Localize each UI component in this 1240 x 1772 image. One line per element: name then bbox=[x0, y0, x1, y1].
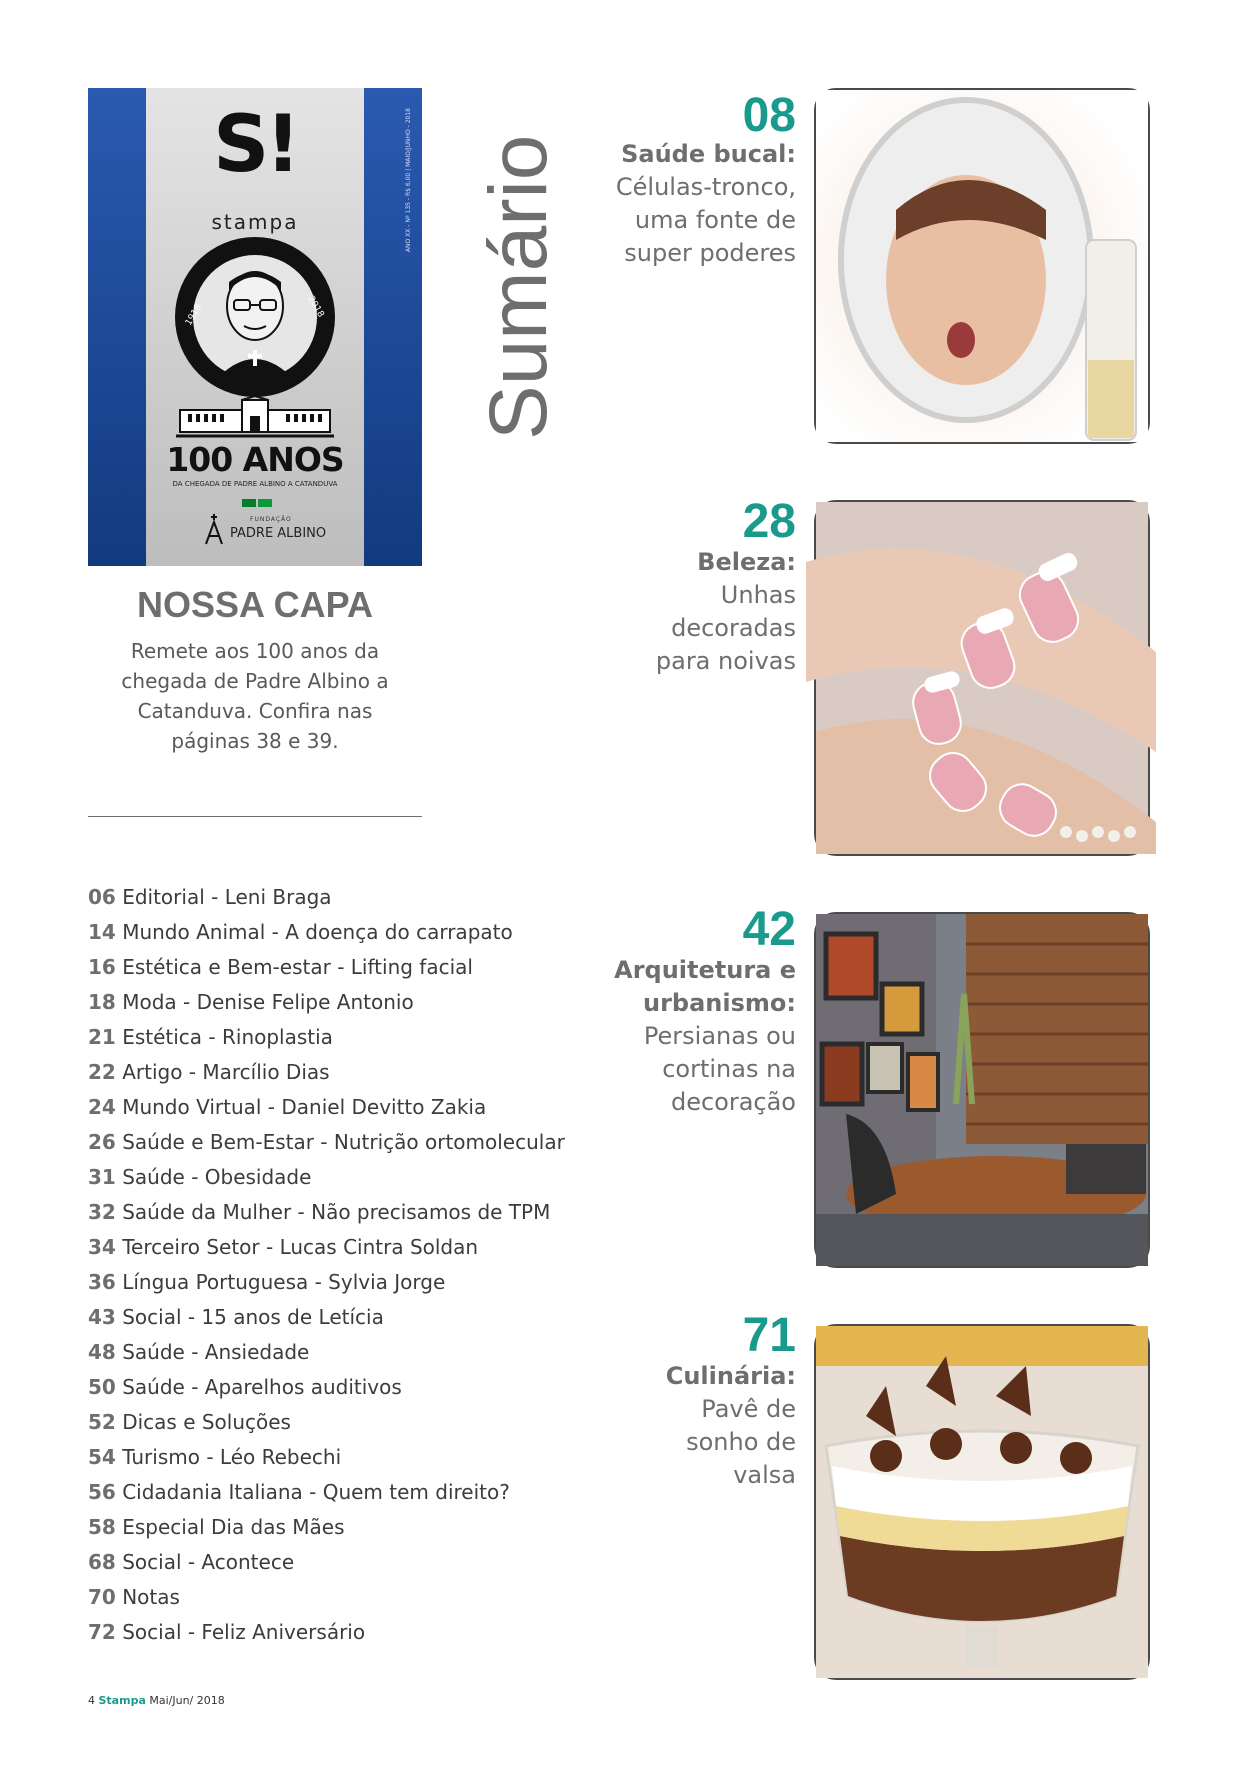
feature-line: cortinas na bbox=[662, 1055, 796, 1083]
feature-line: decoração bbox=[670, 1088, 796, 1116]
toc-page-number: 22 bbox=[88, 1060, 116, 1084]
toc-item bbox=[88, 1020, 565, 1055]
feature-line: Pavê de bbox=[701, 1395, 796, 1423]
cover-year-left: 1918 bbox=[183, 302, 205, 328]
cover-fund-name: PADRE ALBINO bbox=[230, 526, 327, 541]
toc-page-number: 06 bbox=[88, 885, 116, 909]
feature-line: para noivas bbox=[655, 647, 796, 675]
toc-item bbox=[88, 1300, 565, 1335]
cover-blue-band-right bbox=[364, 88, 422, 566]
office-interior-photo bbox=[816, 914, 1148, 1266]
toc-item bbox=[88, 1195, 565, 1230]
feature-line: super poderes bbox=[624, 239, 796, 267]
toc-page-number: 50 bbox=[88, 1375, 116, 1399]
footer-issue: Mai/Jun/ 2018 bbox=[149, 1694, 225, 1707]
footer-brand: Stampa bbox=[98, 1694, 146, 1707]
building-icon bbox=[176, 396, 334, 438]
feature-keyword-line: urbanismo: bbox=[643, 989, 796, 1017]
feature-text bbox=[616, 138, 796, 270]
feature-page-number: 08 bbox=[742, 89, 796, 142]
feature-page-number: 28 bbox=[742, 495, 796, 548]
toc-item bbox=[88, 880, 565, 915]
toc-item bbox=[88, 1055, 565, 1090]
feature-keyword: Saúde bucal: bbox=[621, 140, 796, 168]
toc-item bbox=[88, 1125, 565, 1160]
toc-item bbox=[88, 1265, 565, 1300]
toc-item bbox=[88, 1370, 565, 1405]
toc-page-number: 21 bbox=[88, 1025, 116, 1049]
toc-entry-text: Saúde da Mulher - Não precisamos de TPM bbox=[122, 1200, 551, 1224]
toc-entry-text: Dicas e Soluções bbox=[122, 1410, 291, 1434]
cover-logo: S! bbox=[213, 100, 297, 190]
page-number: 4 bbox=[88, 1694, 95, 1707]
toc-item bbox=[88, 1090, 565, 1125]
toc-entry-text: Saúde - Aparelhos auditivos bbox=[122, 1375, 402, 1399]
divider bbox=[88, 816, 422, 817]
cover-headline: 100 ANOS bbox=[166, 440, 344, 479]
toc-item bbox=[88, 1615, 565, 1650]
toc-entry-text: Cidadania Italiana - Quem tem direito? bbox=[122, 1480, 510, 1504]
toc-page-number: 18 bbox=[88, 990, 116, 1014]
toc-page-number: 31 bbox=[88, 1165, 116, 1189]
feature-line: valsa bbox=[733, 1461, 796, 1489]
toc-page-number: 16 bbox=[88, 955, 116, 979]
toc-entry-text: Social - Acontece bbox=[122, 1550, 295, 1574]
toc-page-number: 70 bbox=[88, 1585, 116, 1609]
feature-text bbox=[656, 546, 796, 678]
feature-keyword: Beleza: bbox=[697, 548, 796, 576]
feature-page-number: 71 bbox=[742, 1309, 796, 1362]
toc-page-number: 72 bbox=[88, 1620, 116, 1644]
feature-line: decoradas bbox=[671, 614, 796, 642]
toc-entry-text: Social - Feliz Aniversário bbox=[122, 1620, 366, 1644]
dessert-cup-photo bbox=[816, 1326, 1148, 1678]
toc-entry-text: Saúde e Bem-Estar - Nutrição ortomolecular bbox=[122, 1130, 565, 1154]
nossa-capa-text: Remete aos 100 anos da chegada de Padre Albino a Catanduva. Confira nas páginas 38 e 39. bbox=[121, 639, 389, 753]
toc-entry-text: Artigo - Marcílio Dias bbox=[122, 1060, 330, 1084]
toc-item bbox=[88, 1475, 565, 1510]
toc-entry-text: Mundo Animal - A doença do carrapato bbox=[122, 920, 513, 944]
feature-keyword-line: Arquitetura e bbox=[614, 956, 796, 984]
toc-entry-text: Língua Portuguesa - Sylvia Jorge bbox=[122, 1270, 446, 1294]
toc-list bbox=[88, 880, 565, 1650]
toc-page-number: 56 bbox=[88, 1480, 116, 1504]
feature-photo-culinaria bbox=[814, 1324, 1150, 1680]
feature-photo-arquitetura bbox=[814, 912, 1150, 1268]
bridal-nails-photo bbox=[816, 502, 1148, 854]
feature-text bbox=[666, 1360, 796, 1492]
flags-icon bbox=[242, 492, 272, 500]
toc-page-number: 26 bbox=[88, 1130, 116, 1154]
toc-item bbox=[88, 985, 565, 1020]
toc-page-number: 52 bbox=[88, 1410, 116, 1434]
nossa-capa-title: NOSSA CAPA bbox=[136, 584, 374, 625]
feature-line: sonho de bbox=[686, 1428, 796, 1456]
cover-center-panel bbox=[146, 88, 364, 566]
toc-entry-text: Estética - Rinoplastia bbox=[122, 1025, 333, 1049]
toc-entry-text: Notas bbox=[122, 1585, 180, 1609]
cover-subline: DA CHEGADA DE PADRE ALBINO A CATANDUVA bbox=[172, 480, 338, 488]
toc-page-number: 14 bbox=[88, 920, 116, 944]
cover-fund-small: FUNDAÇÃO bbox=[250, 516, 292, 523]
feature-photo-saude bbox=[814, 88, 1150, 444]
feature-line: Unhas bbox=[720, 581, 796, 609]
feature-text bbox=[614, 954, 796, 1119]
toc-page-number: 48 bbox=[88, 1340, 116, 1364]
toc-entry-text: Estética e Bem-estar - Lifting facial bbox=[122, 955, 473, 979]
toc-entry-text: Moda - Denise Felipe Antonio bbox=[122, 990, 414, 1014]
cover-image bbox=[88, 88, 422, 566]
feature-keyword: Culinária: bbox=[665, 1362, 796, 1390]
section-title-text: Sumário bbox=[473, 134, 564, 440]
toc-page-number: 34 bbox=[88, 1235, 116, 1259]
feature-line: Células-tronco, bbox=[615, 173, 796, 201]
toc-item bbox=[88, 1510, 565, 1545]
toc-item bbox=[88, 1545, 565, 1580]
feature-line: uma fonte de bbox=[634, 206, 796, 234]
toc-page-number: 43 bbox=[88, 1305, 116, 1329]
cover-logo-sub: stampa bbox=[211, 210, 299, 234]
section-title bbox=[473, 88, 566, 440]
toc-entry-text: Turismo - Léo Rebechi bbox=[122, 1445, 342, 1469]
toc-page-number: 36 bbox=[88, 1270, 116, 1294]
cover-vertical-meta: ANO XX - Nº 135 - R$ 6,00 | MAIO/JUNHO - 2018 bbox=[405, 108, 412, 253]
toc-page-number: 58 bbox=[88, 1515, 116, 1539]
toc-entry-text: Saúde - Obesidade bbox=[122, 1165, 312, 1189]
toc-page-number: 24 bbox=[88, 1095, 116, 1119]
toc-entry-text: Terceiro Setor - Lucas Cintra Soldan bbox=[122, 1235, 479, 1259]
toc-entry-text: Mundo Virtual - Daniel Devitto Zakia bbox=[122, 1095, 487, 1119]
toc-item bbox=[88, 1230, 565, 1265]
toc-item bbox=[88, 1405, 565, 1440]
cover-year-right: 2018 bbox=[305, 294, 326, 320]
toc-item bbox=[88, 1160, 565, 1195]
cover-blue-band-left bbox=[88, 88, 146, 566]
page-footer bbox=[88, 1694, 225, 1707]
toc-entry-text: Editorial - Leni Braga bbox=[122, 885, 332, 909]
toc-item bbox=[88, 1335, 565, 1370]
toc-page-number: 32 bbox=[88, 1200, 116, 1224]
toc-item bbox=[88, 950, 565, 985]
priest-portrait-icon bbox=[172, 234, 338, 400]
feature-line: Persianas ou bbox=[643, 1022, 796, 1050]
toc-entry-text: Social - 15 anos de Letícia bbox=[122, 1305, 384, 1329]
toc-item bbox=[88, 1580, 565, 1615]
feature-photo-beleza bbox=[814, 500, 1150, 856]
toc-entry-text: Especial Dia das Mães bbox=[122, 1515, 345, 1539]
feature-page-number: 42 bbox=[742, 903, 796, 956]
fundacao-logo-icon bbox=[202, 512, 226, 546]
toc-item bbox=[88, 1440, 565, 1475]
toc-item bbox=[88, 915, 565, 950]
child-astronaut-photo bbox=[816, 90, 1148, 442]
toc-page-number: 68 bbox=[88, 1550, 116, 1574]
toc-page-number: 54 bbox=[88, 1445, 116, 1469]
toc-entry-text: Saúde - Ansiedade bbox=[122, 1340, 310, 1364]
